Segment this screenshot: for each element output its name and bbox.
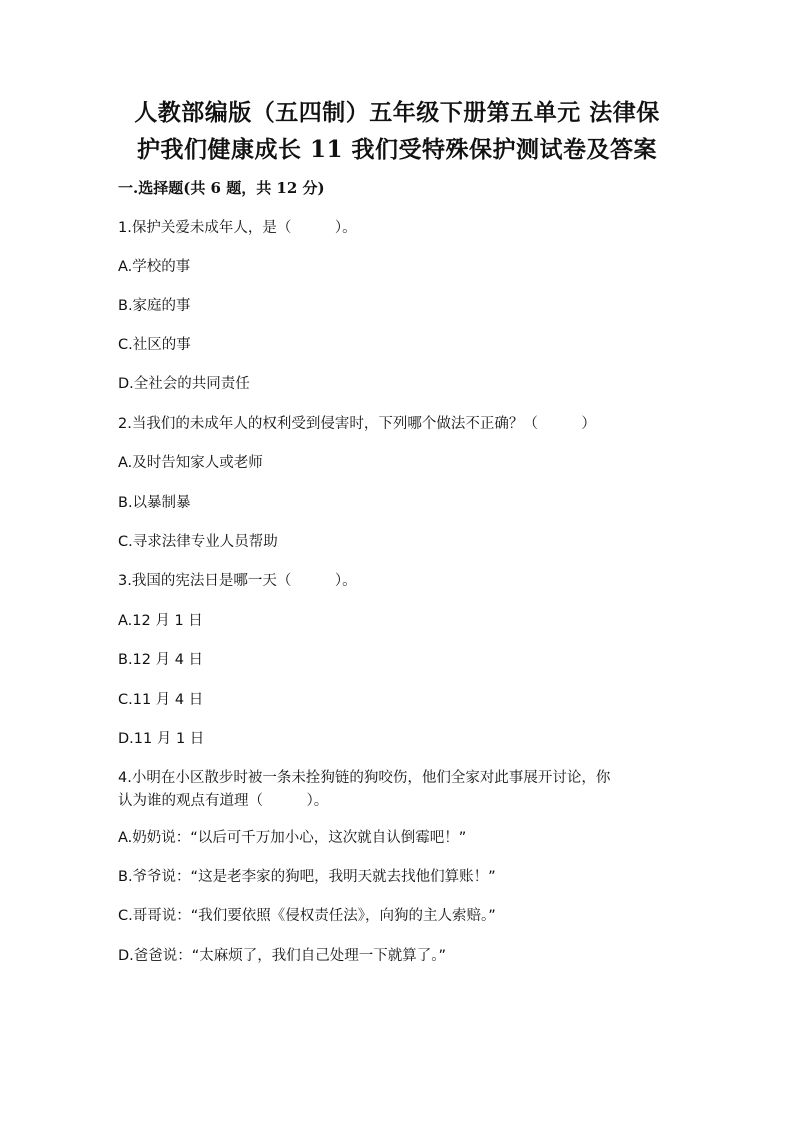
- question-3-stem: 3.我国的宪法日是哪一天（ ）。: [118, 573, 357, 589]
- question-4-stem: [118, 767, 678, 813]
- question-4-stem-line-2: 认为谁的观点有道理（ ）。: [118, 793, 329, 809]
- question-3-option-b: B.12 月 4 日: [118, 652, 204, 668]
- question-3-option-c: C.11 月 4 日: [118, 692, 204, 708]
- question-2-option-a: A.及时告知家人或老师: [118, 455, 263, 471]
- question-3-option-a: A.12 月 1 日: [118, 613, 203, 629]
- question-4-option-d: D.爸爸说：“太麻烦了，我们自己处理一下就算了。”: [118, 948, 447, 964]
- question-4-option-c: C.哥哥说：“我们要依照《侵权责任法》，向狗的主人索赔。”: [118, 908, 496, 924]
- question-1-stem: 1.保护关爱未成年人，是（ ）。: [118, 220, 357, 236]
- question-4-stem-line-1: 4.小明在小区散步时被一条未拴狗链的狗咬伤，他们全家对此事展开讨论，你: [118, 770, 611, 786]
- document-title-line-1: 人教部编版（五四制）五年级下册第五单元 法律保: [134, 99, 660, 126]
- question-2-stem: 2.当我们的未成年人的权利受到侵害时，下列哪个做法不正确？（ ）: [118, 416, 596, 432]
- question-1-option-b: B.家庭的事: [118, 298, 191, 314]
- question-4-option-b: B.爷爷说：“这是老李家的狗吧，我明天就去找他们算账！”: [118, 869, 496, 885]
- question-1-option-a: A.学校的事: [118, 259, 191, 275]
- document-title-line-2: 护我们健康成长 11 我们受特殊保护测试卷及答案: [136, 136, 658, 163]
- question-2-option-b: B.以暴制暴: [118, 495, 191, 511]
- question-2-option-c: C.寻求法律专业人员帮助: [118, 534, 278, 550]
- question-1-option-d: D.全社会的共同责任: [118, 376, 250, 392]
- question-1-option-c: C.社区的事: [118, 337, 191, 353]
- question-3-option-d: D.11 月 1 日: [118, 731, 205, 747]
- section-heading: 一.选择题(共 6 题，共 12 分): [118, 179, 325, 197]
- question-4-option-a: A.奶奶说：“以后可千万加小心，这次就自认倒霉吧！”: [118, 830, 467, 846]
